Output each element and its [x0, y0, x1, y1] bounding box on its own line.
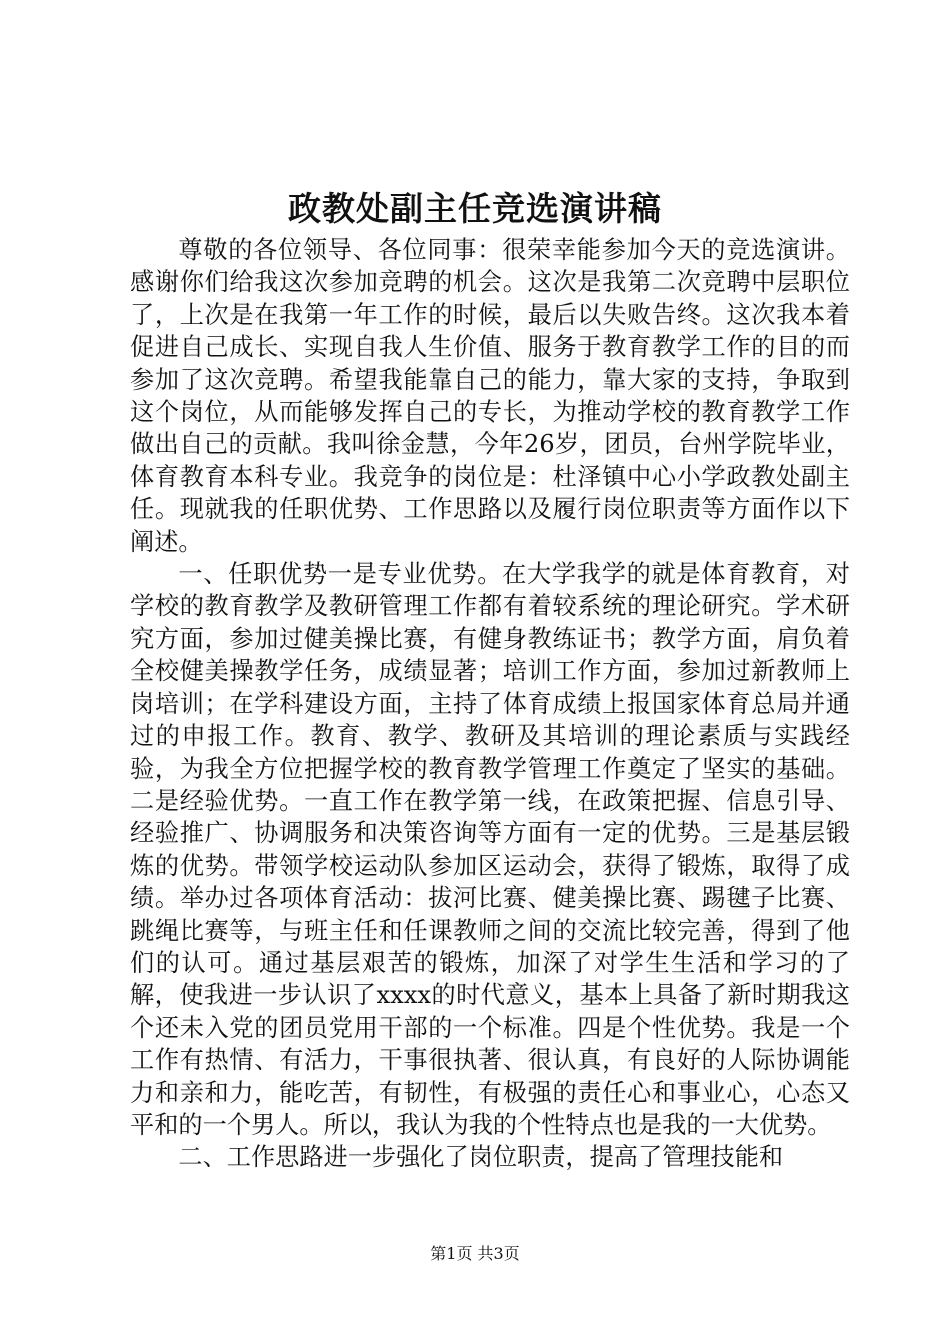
paragraph-greeting: 尊敬的各位领导、各位同事：很荣幸能参加今天的竞选演讲。感谢你们给我这次参加竞聘的机会。这次是我第二次竞聘中层职位了，上次是在我第一年工作的时候，最后以失败告终。这次我本着促进自己成长、实现自我人生价值、服务于教育教学工作的目的而参加了这次竞聘。希望我能靠自己的能力，靠大家的支持，争取到这个岗位，从而能够发挥自己的专长，为推动学校的教育教学工作做出自己的贡献。我叫徐金慧，今年26岁，团员，台州学院毕业，体育教育本科专业。我竞争的岗位是：杜泽镇中心小学政教处副主任。现就我的任职优势、工作思路以及履行岗位职责等方面作以下阐述。	[130, 236, 850, 556]
document-body	[130, 234, 850, 1174]
page-footer: 第1页 共3页	[430, 1244, 520, 1263]
paragraph-work-plan: 二、工作思路进一步强化了岗位职责，提高了管理技能和	[178, 1143, 784, 1172]
document-title: 政教处副主任竞选演讲稿	[288, 189, 662, 228]
paragraph-qualifications: 一、任职优势一是专业优势。在大学我学的就是体育教育，对学校的教育教学及教研管理工作都有着较系统的理论研究。学术研究方面，参加过健美操比赛，有健身教练证书；教学方面，肩负着全校健美操教学任务，成绩显著；培训工作方面，参加过新教师上岗培训；在学科建设方面，主持了体育成绩上报国家体育总局并通过的申报工作。教育、教学、教研及其培训的理论素质与实践经验，为我全方位把握学校的教育教学管理工作奠定了坚实的基础。二是经验优势。一直工作在教学第一线，在政策把握、信息引导、经验推广、协调服务和决策咨询等方面有一定的优势。三是基层锻炼的优势。带领学校运动队参加区运动会，获得了锻炼，取得了成绩。举办过各项体育活动：拔河比赛、健美操比赛、踢毽子比赛、跳绳比赛等，与班主任和任课教师之间的交流比较完善，得到了他们的认可。通过基层艰苦的锻炼，加深了对学生生活和学习的了解，使我进一步认识了xxxx的时代意义，基本上具备了新时期我这个还未入党的团员党用干部的一个标准。四是个性优势。我是一个工作有热情、有活力，干事很执著、很认真，有良好的人际协调能力和亲和力，能吃苦，有韧性，有极强的责任心和事业心，心态又平和的一个男人。所以，我认为我的个性特点也是我的一大优势。	[130, 560, 850, 1139]
